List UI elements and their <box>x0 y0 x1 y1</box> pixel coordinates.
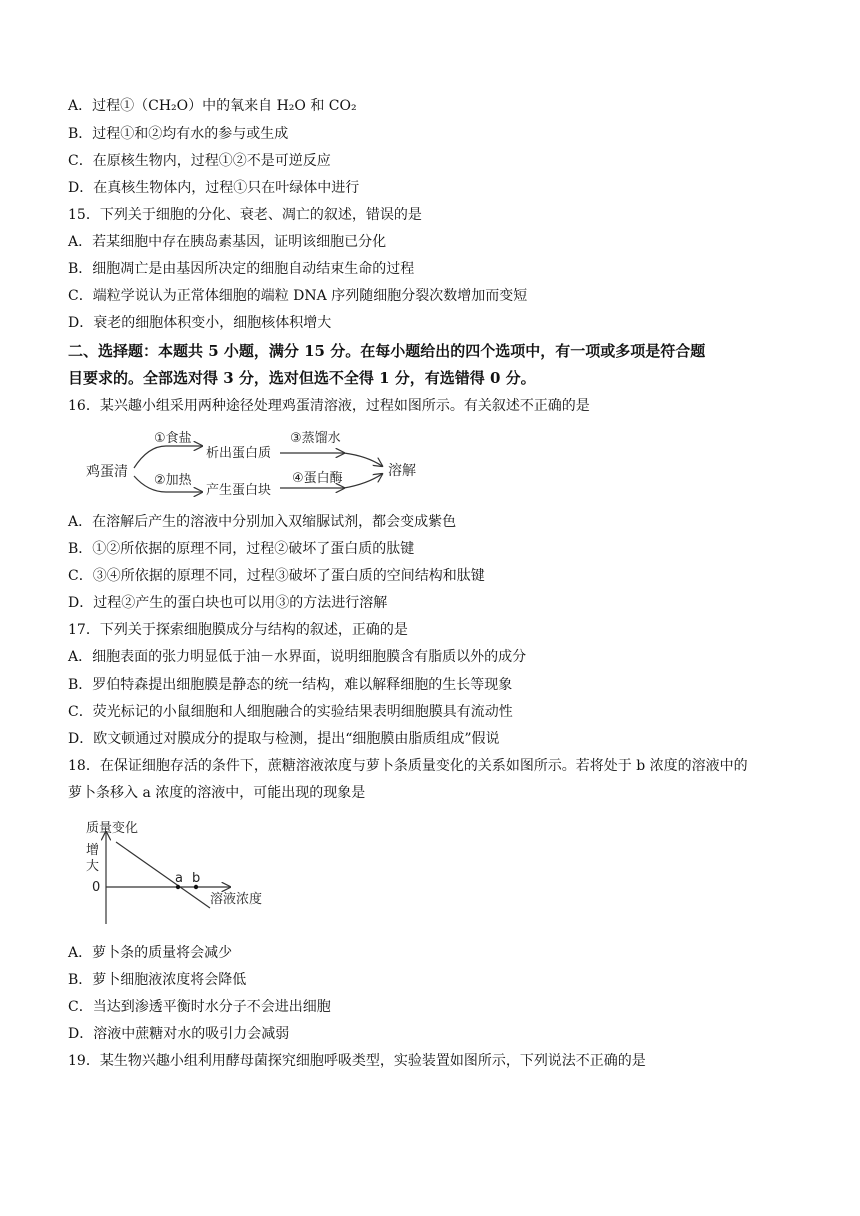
q17-option-a: A．细胞表面的张力明显低于油－水界面，说明细胞膜含有脂质以外的成分 <box>68 649 527 665</box>
q15-stem: 15．下列关于细胞的分化、衰老、凋亡的叙述，错误的是 <box>68 207 422 223</box>
diagram-mid1-label: 析出蛋白质 <box>206 446 272 461</box>
graph-y-zero: 0 <box>92 880 101 895</box>
q18-option-d: D．溶液中蔗糖对水的吸引力会减弱 <box>68 1026 290 1042</box>
arrow-lower-3 <box>344 474 382 488</box>
section2-heading-line2: 目要求的。全部选对得 3 分，选对但选不全得 1 分，有选错得 0 分。 <box>68 369 536 387</box>
q16-process-diagram <box>82 424 442 500</box>
q17-option-c: C．荧光标记的小鼠细胞和人细胞融合的实验结果表明细胞膜具有流动性 <box>68 704 513 720</box>
q18-stem-line2: 萝卜条移入 a 浓度的溶液中，可能出现的现象是 <box>68 785 366 801</box>
q17-option-b: B．罗伯特森提出细胞膜是静态的统一结构，难以解释细胞的生长等现象 <box>68 677 513 693</box>
q18-option-c: C．当达到渗透平衡时水分子不会进出细胞 <box>68 999 331 1015</box>
q14-option-c: C．在原核生物内，过程①②不是可逆反应 <box>68 153 331 169</box>
q16-stem: 16．某兴趣小组采用两种途径处理鸡蛋清溶液，过程如图所示。有关叙述不正确的是 <box>68 398 590 414</box>
q18-option-b: B．萝卜细胞液浓度将会降低 <box>68 972 247 988</box>
q17-option-d: D．欧文顿通过对膜成分的提取与检测，提出“细胞膜由脂质组成”假说 <box>68 731 500 747</box>
q16-option-a: A．在溶解后产生的溶液中分别加入双缩脲试剂，都会变成紫色 <box>68 514 457 530</box>
q15-option-d: D．衰老的细胞体积变小，细胞核体积增大 <box>68 315 332 331</box>
q18-stem-line1: 18．在保证细胞存活的条件下，蔗糖溶液浓度与萝卜条质量变化的关系如图所示。若将处于 b 浓度的溶液中的 <box>68 758 748 774</box>
q14-option-a: A．过程①（CH₂O）中的氧来自 H₂O 和 CO₂ <box>68 98 357 114</box>
arrow-upper-1 <box>134 446 202 468</box>
q15-option-c: C．端粒学说认为正常体细胞的端粒 DNA 序列随细胞分裂次数增加而变短 <box>68 288 528 304</box>
section2-heading-line1: 二、选择题：本题共 5 小题，满分 15 分。在每小题给出的四个选项中，有一项或多项是符合题 <box>68 342 706 360</box>
q14-option-d: D．在真核生物体内，过程①只在叶绿体中进行 <box>68 180 360 196</box>
graph-ylabel: 质量变化 <box>86 821 139 836</box>
diagram-step3-label: ③蒸馏水 <box>290 431 341 446</box>
diagram-step1-label: ①食盐 <box>154 431 192 446</box>
q16-option-c: C．③④所依据的原理不同，过程③破坏了蛋白质的空间结构和肽键 <box>68 568 485 584</box>
arrow-upper-3 <box>344 453 382 466</box>
q18-mass-change-graph <box>82 812 282 932</box>
q16-option-b: B．①②所依据的原理不同，过程②破坏了蛋白质的肽键 <box>68 541 415 557</box>
q17-stem: 17．下列关于探索细胞膜成分与结构的叙述，正确的是 <box>68 622 408 638</box>
graph-y-up-2: 大 <box>86 859 100 874</box>
graph-point-b-label: b <box>192 871 201 886</box>
q16-option-d: D．过程②产生的蛋白块也可以用③的方法进行溶解 <box>68 595 388 611</box>
q15-option-a: A．若某细胞中存在胰岛素基因，证明该细胞已分化 <box>68 234 387 250</box>
graph-xlabel: 溶液浓度 <box>210 892 263 907</box>
diagram-step2-label: ②加热 <box>154 473 192 488</box>
diagram-mid2-label: 产生蛋白块 <box>206 483 272 498</box>
graph-point-a-label: a <box>175 871 183 886</box>
q15-option-b: B．细胞凋亡是由基因所决定的细胞自动结束生命的过程 <box>68 261 415 277</box>
q14-option-b: B．过程①和②均有水的参与或生成 <box>68 126 289 142</box>
diagram-start-label: 鸡蛋清 <box>86 464 128 480</box>
q18-option-a: A．萝卜条的质量将会减少 <box>68 945 233 961</box>
graph-y-up-1: 增 <box>86 843 100 858</box>
diagram-step4-label: ④蛋白酶 <box>292 471 343 486</box>
q19-stem: 19．某生物兴趣小组利用酵母菌探究细胞呼吸类型，实验装置如图所示，下列说法不正确的是 <box>68 1053 646 1069</box>
diagram-end-label: 溶解 <box>388 463 416 479</box>
